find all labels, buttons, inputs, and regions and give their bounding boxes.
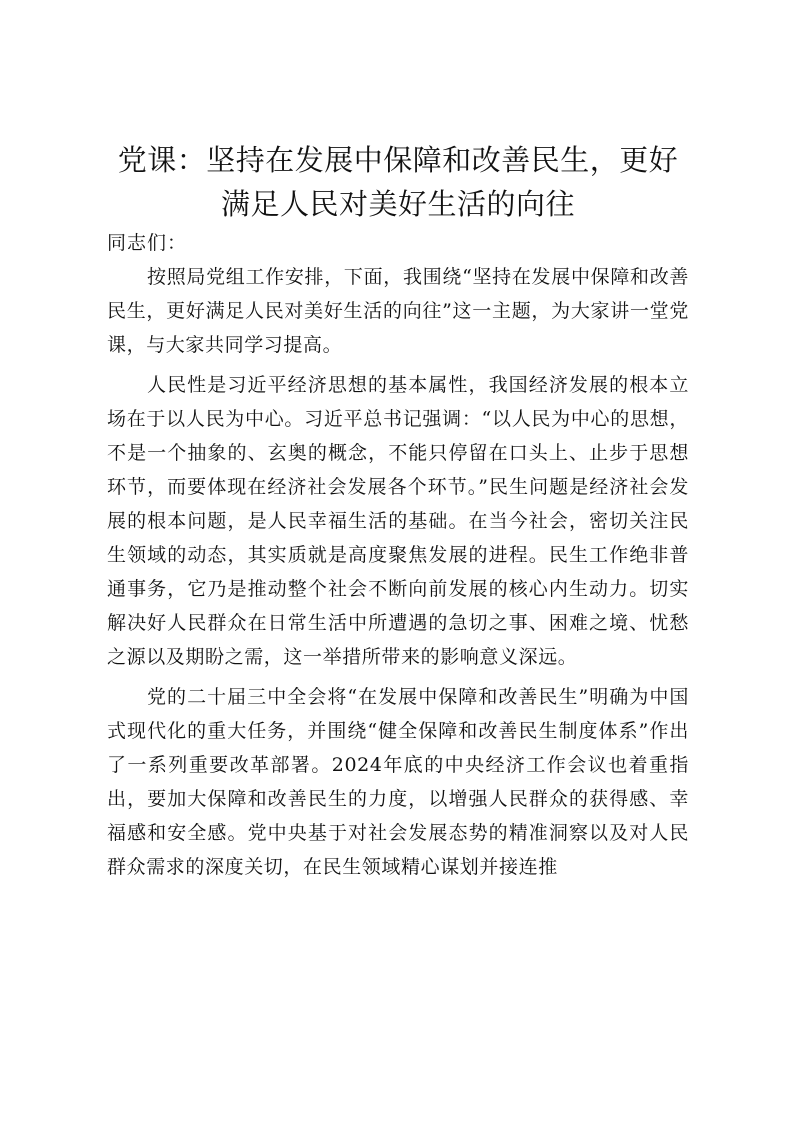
document-title: 党课：坚持在发展中保障和改善民生，更好满足人民对美好生活的向往	[117, 143, 679, 221]
salutation: 同志们：	[107, 232, 188, 254]
document-body	[107, 138, 689, 890]
paragraph-plenary-session: 党的二十届三中全会将“在发展中保障和改善民生”明确为中国式现代化的重大任务，并围绕“健全保障和改善民生制度体系”作出了一系列重要改革部署。2024年底的中央经济工作会议也着重指出，要加大保障和改善民生的力度，以增强人民群众的获得感、幸福感和安全感。党中央基于对社会发展态势的精准洞察以及对人民群众需求的深度关切，在民生领域精心谋划并接连推	[107, 686, 689, 878]
paragraph-intro: 按照局党组工作安排，下面，我围绕“坚持在发展中保障和改善民生，更好满足人民对美好生活的向往”这一主题，为大家讲一堂党课，与大家共同学习提高。	[107, 266, 689, 356]
paragraph-people-centered: 人民性是习近平经济思想的基本属性，我国经济发展的根本立场在于以人民为中心。习近平总书记强调：“以人民为中心的思想，不是一个抽象的、玄奥的概念，不能只停留在口头上、止步于思想环节，而要体现在经济社会发展各个环节。”民生问题是经济社会发展的根本问题，是人民幸福生活的基础。在当今社会，密切关注民生领域的动态，其实质就是高度聚焦发展的进程。民生工作绝非普通事务，它乃是推动整个社会不断向前发展的核心内生动力。切实解决好人民群众在日常生活中所遭遇的急切之事、困难之境、忧愁之源以及期盼之需，这一举措所带来的影响意义深远。	[107, 374, 689, 668]
